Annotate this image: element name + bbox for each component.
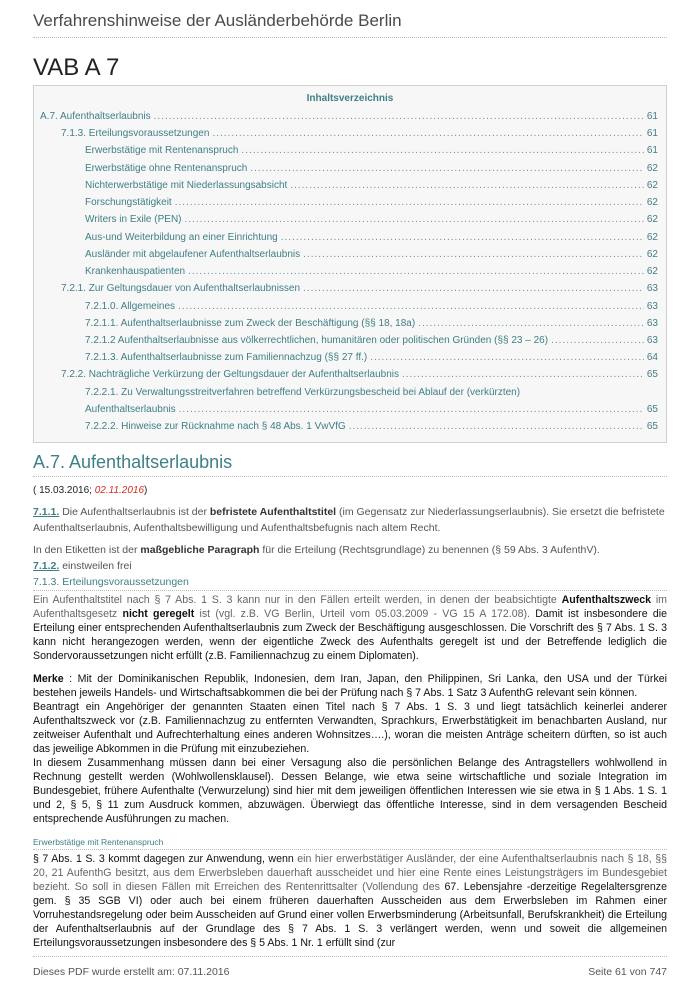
subheading-7-1-3: 7.1.3. Erteilungsvoraussetzungen <box>33 576 189 588</box>
toc-entry-title: 7.2.1.0. Allgemeines <box>85 301 176 312</box>
toc-entry-title: Aus-und Weiterbildung an einer Einrichtung <box>85 232 278 243</box>
toc-entry-page: 64 <box>646 352 658 363</box>
toc-entry[interactable] <box>85 404 658 416</box>
toc-entry-page: 62 <box>646 180 658 191</box>
toc-entry-page: 63 <box>646 318 658 329</box>
toc-entry[interactable] <box>40 111 658 123</box>
toc-entry-page: 65 <box>646 404 658 415</box>
toc-entry-title: Erwerbstätige mit Rentenanspruch <box>85 145 239 156</box>
toc-dot-leader <box>290 180 644 192</box>
toc-entry[interactable] <box>61 283 658 295</box>
section-title: A.7. Aufenthaltserlaubnis <box>33 452 233 472</box>
toc-entry[interactable] <box>61 128 658 140</box>
toc-dot-leader <box>402 369 644 381</box>
toc-entry-page: 65 <box>646 421 658 432</box>
toc-dot-leader <box>179 404 644 416</box>
toc-entry[interactable] <box>85 197 658 209</box>
toc-entry[interactable] <box>85 180 658 192</box>
toc-entry-page: 62 <box>646 214 658 225</box>
body-paragraph-1: Ein Aufenthaltstitel nach § 7 Abs. 1 S. 3 kann nur in den Fällen erteilt werden, in denen der beabsichtigte Aufenthaltszweck im Aufenthaltsgesetz nicht geregelt ist (vgl. z.B. VG Berlin, Urteil vom 05.03.2009 - VG 15 A 172.08). Damit ist insbesondere die Erteilung einer entsprechenden Aufenthaltserlaubnis zum Zweck der Beschäftigung ausgeschlossen. Die Vorschrift des § 7 Abs. 1 S. 3 kann nicht herangezogen werden, wenn der eigentliche Zweck des Aufenthalts geregelt ist und der Betreffende lediglich die Sondervoraussetzungen nicht erfüllt (z.B. Familiennachzug zu einem Diplomaten). <box>33 594 667 662</box>
toc-entry-title: 7.2.2. Nachträgliche Verkürzung der Geltungsdauer der Aufenthaltserlaubnis <box>61 369 399 380</box>
toc-dot-leader <box>250 163 644 175</box>
toc-entry-page: 61 <box>646 111 658 122</box>
toc-dot-leader <box>154 111 644 123</box>
toc-entry-title: Nichterwerbstätige mit Niederlassungsabsicht <box>85 180 288 191</box>
subheading-erwerbstaetige-mit-rentenanspruch: Erwerbstätige mit Rentenanspruch <box>33 837 164 847</box>
toc-dot-leader <box>178 301 644 313</box>
toc-dot-leader <box>188 266 644 278</box>
toc-entry-page: 62 <box>646 232 658 243</box>
changed-date: 02.11.2016 <box>94 485 145 496</box>
toc-entry[interactable] <box>85 249 658 261</box>
toc-dot-leader <box>212 128 643 140</box>
toc-entry-page: 61 <box>646 128 658 139</box>
footer-divider <box>33 956 667 957</box>
revision-dates: ( 15.03.2016; 02.11.2016) <box>33 485 148 496</box>
toc-entry-line[interactable]: 7.2.2.1. Zu Verwaltungsstreitverfahren betreffend Verkürzungsbescheid bei Ablauf der (verkürzten) <box>85 387 521 398</box>
toc-entry-title: Forschungstätigkeit <box>85 197 172 208</box>
toc-entry-title: 7.2.1.2 Aufenthaltserlaubnisse aus völkerrechtlichen, humanitären oder politischen Gründen (§§ 23 – 26) <box>85 335 549 346</box>
document-title: VAB A 7 <box>33 54 120 81</box>
subheading-divider <box>33 590 667 591</box>
table-of-contents <box>33 85 667 443</box>
toc-entry-page: 62 <box>646 249 658 260</box>
body-paragraph-2: Merke : Mit der Dominikanischen Republik, Indonesien, dem Iran, Japan, den Philippinen, Sri Lanka, den USA und der Türkei bestehen jeweils Handels- und Wirtschaftsabkommen die bei der Prüfung nach § 7 Abs. 1 Satz 3 AufenthG relevant sein können. Beantragt ein Angehöriger der genannten Staaten einen Titel nach § 7 Abs. 1 S. 3 und liegt tatsächlich keinerlei anderer Aufenthaltszweck vor (z.B. Familiennachzug zu entfernten Verwandten, Sprachkurs, Erwerbstätigkeit im benachbarten Ausland, nur zeitweiser Aufenthalt und Aufrechterhaltung eines anderen Wohnsitzes….), woran die meisten Anträge scheitern dürften, so ist auch das jeweilige Abkommen in die Prüfung mit einzubeziehen. In diesem Zusammenhang müssen dann bei einer Versagung also die persönlichen Belange des Antragstellers wohlwollend in Rechnung gestellt werden (Wohlwollensklausel). Dessen Belange, wie etwa seine wirtschaftliche und soziale Integration im Bundesgebiet, frühere Aufenthalte (Verwurzelung) sind hier mit dem jeweiligen öffentlichen Interessen wie sie etwa in § 1 Abs. 1 S. 1 und 2, § 5, § 11 zum Ausdruck kommen, abzuwägen. Überwiegt das öffentliche Interesse, sind in dem versagenden Bescheid entsprechende Ausführungen zu machen. <box>33 673 667 825</box>
toc-entry-title: 7.2.1.1. Aufenthaltserlaubnisse zum Zweck der Beschäftigung (§§ 18, 18a) <box>85 318 416 329</box>
toc-entry-page: 62 <box>646 266 658 277</box>
toc-dot-leader <box>370 352 644 364</box>
body-paragraph-3: § 7 Abs. 1 S. 3 kommt dagegen zur Anwendung, wenn ein hier erwerbstätiger Ausländer, der eine Aufenthaltserlaubnis nach § 18, §§ 20, 21 AufenthG besitzt, aus dem Erwerbsleben dauerhaft ausscheidet und hier eine Rente eines Leistungsträgers im Bundesgebiet bezieht. So soll in diesen Fällen mit Erreichen des Rentenrittsalter (Vollendung des 67. Lebensjahre -derzeitige Regelaltersgrenze gem. § 35 SGB VI) oder auch bei einem früheren dauerhaften Ausscheiden aus dem Erwerbsleben im Rahmen einer Vorruhestandsregelung oder beim Ausscheiden auf Grund einer vollen Erwerbsminderung (Arbeitsunfall, Berufskrankheit) die Erteilung der Aufenthaltserlaubnis auf der Grundlage des § 7 Abs. 1 S. 3 verlängert werden, wenn und soweit die allgemeinen Erteilungsvoraussetzungen insbesondere des § 5 Abs. 1 Nr. 1 erfüllt sind (zur <box>33 853 667 949</box>
toc-entry[interactable] <box>85 163 658 175</box>
toc-heading: Inhaltsverzeichnis <box>306 93 394 104</box>
toc-dot-leader <box>185 214 644 226</box>
footer-created-date: Dieses PDF wurde erstellt am: 07.11.2016 <box>33 966 230 978</box>
toc-entry-title: Writers in Exile (PEN) <box>85 214 182 225</box>
toc-entry-title: 7.2.1. Zur Geltungsdauer von Aufenthaltserlaubnissen <box>61 283 301 294</box>
toc-entry-page: 65 <box>646 369 658 380</box>
toc-entry[interactable] <box>85 352 658 364</box>
header-title: Verfahrenshinweise der Ausländerbehörde Berlin <box>33 11 402 30</box>
toc-entry[interactable] <box>85 318 658 330</box>
toc-entry-title: 7.2.1.3. Aufenthaltserlaubnisse zum Familiennachzug (§§ 27 ff.) <box>85 352 368 363</box>
toc-entry-page: 63 <box>646 301 658 312</box>
toc-entry-title: Erwerbstätige ohne Rentenanspruch <box>85 163 248 174</box>
toc-entry[interactable] <box>85 266 658 278</box>
paragraph-number-link[interactable]: 7.1.1. <box>33 506 60 518</box>
paragraph-7-1-2: In den Etiketten ist der maßgebliche Paragraph für die Erteilung (Rechtsgrundlage) zu benennen (§ 59 Abs. 3 AufenthV). 7.1.2. einstweilen frei <box>33 544 600 572</box>
footer-page-number: Seite 61 von 747 <box>588 966 667 978</box>
toc-entry[interactable] <box>85 421 658 433</box>
toc-entry-title: Aufenthaltserlaubnis <box>85 404 176 415</box>
toc-entry[interactable] <box>85 214 658 226</box>
toc-dot-leader <box>303 249 644 261</box>
toc-entry-page: 62 <box>646 163 658 174</box>
toc-dot-leader <box>551 335 644 347</box>
toc-entry-title: A.7. Aufenthaltserlaubnis <box>40 111 151 122</box>
toc-entry-title: Krankenhauspatienten <box>85 266 186 277</box>
section-divider <box>33 476 667 477</box>
subheading-divider <box>33 849 667 850</box>
header-divider <box>33 37 667 38</box>
toc-dot-leader <box>349 421 644 433</box>
toc-entry[interactable] <box>85 335 658 347</box>
toc-entry[interactable] <box>85 232 658 244</box>
toc-entry-title: 7.1.3. Erteilungsvoraussetzungen <box>61 128 210 139</box>
toc-dot-leader <box>175 197 644 209</box>
toc-dot-leader <box>418 318 644 330</box>
toc-entry-page: 62 <box>646 197 658 208</box>
toc-entry-title: Ausländer mit abgelaufener Aufenthaltserlaubnis <box>85 249 301 260</box>
toc-dot-leader <box>281 232 644 244</box>
toc-dot-leader <box>241 145 643 157</box>
toc-entry-page: 63 <box>646 283 658 294</box>
paragraph-number-link[interactable]: 7.1.2. <box>33 560 60 572</box>
toc-entry[interactable] <box>85 145 658 157</box>
toc-entry-title: 7.2.2.2. Hinweise zur Rücknahme nach § 48 Abs. 1 VwVfG <box>85 421 346 432</box>
toc-entry-page: 63 <box>646 335 658 346</box>
toc-entry[interactable] <box>85 301 658 313</box>
toc-entry[interactable] <box>61 369 658 381</box>
toc-entry-page: 61 <box>646 145 658 156</box>
toc-dot-leader <box>303 283 644 295</box>
paragraph-7-1-1: 7.1.1. Die Aufenthaltserlaubnis ist der befristete Aufenthaltstitel (im Gegensatz zur Niederlassungserlaubnis). Sie ersetzt die befristete Aufenthaltserlaubnis, Aufenthaltsbewilligung und Aufenthaltsbefugnis nach altem Recht. <box>33 506 665 534</box>
